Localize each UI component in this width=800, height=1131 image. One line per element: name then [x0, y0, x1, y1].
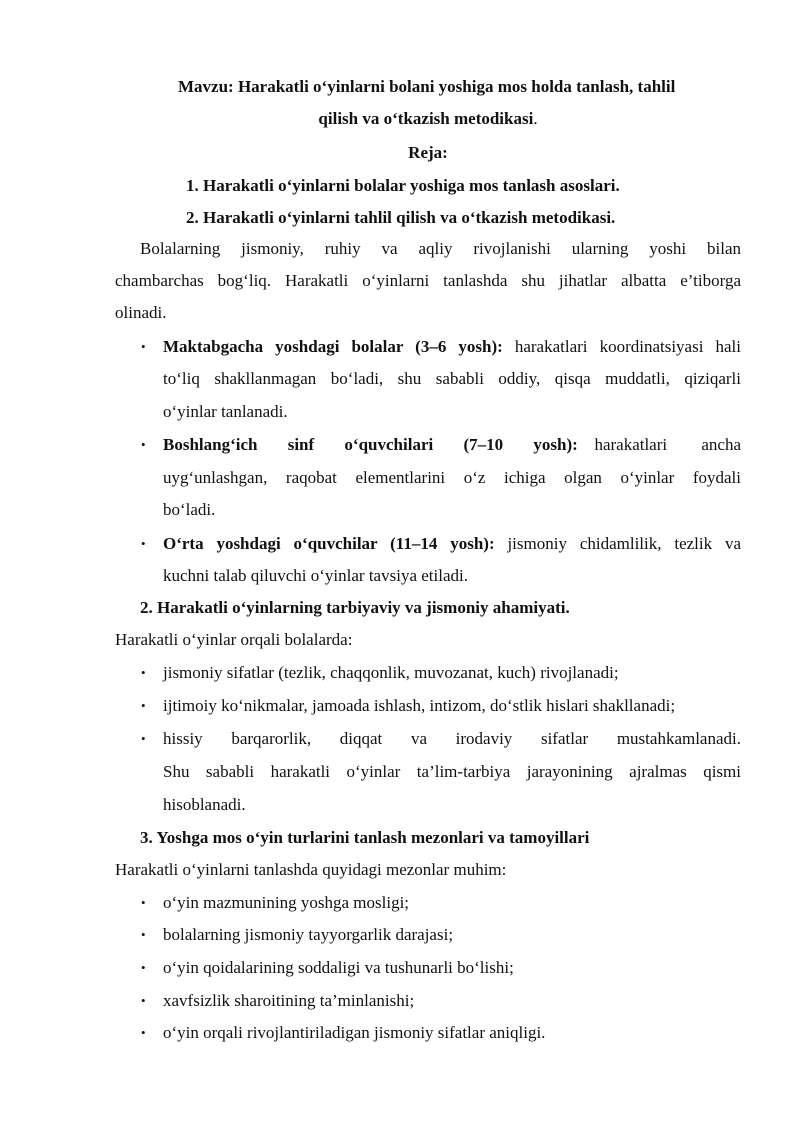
bullet-icon: • — [141, 665, 146, 680]
section-2-item-3-line-1: hissiy barqarorlik, diqqat va irodaviy sifatlar mustahkamlanadi. — [163, 729, 741, 748]
section-2-intro: Harakatli o‘yinlar orqali bolalarda: — [115, 630, 353, 649]
plan-heading: Reja: — [408, 143, 448, 162]
age-group-1-text: harakatlari koordinatsiyasi hali — [502, 337, 741, 356]
age-group-2-text: harakatlari ancha — [594, 435, 741, 454]
intro-line-2: chambarchas bog‘liq. Harakatli o‘yinlarni tanlashda shu jihatlar albatta e’tiborga — [115, 271, 741, 290]
section-3-heading: 3. Yoshga mos o‘yin turlarini tanlash mezonlari va tamoyillari — [140, 828, 590, 847]
intro-line-3: olinadi. — [115, 303, 167, 322]
plan-item-1: 1. Harakatli o‘yinlarni bolalar yoshiga mos tanlash asoslari. — [186, 176, 620, 195]
age-group-3-line-1 — [163, 533, 741, 555]
section-3-item-2: bolalarning jismoniy tayyorgarlik darajasi; — [163, 925, 454, 944]
bullet-icon: • — [141, 731, 146, 746]
age-group-1-line-2: to‘liq shakllanmagan bo‘ladi, shu sababli oddiy, qisqa muddatli, qiziqarli — [163, 369, 741, 388]
bullet-icon: • — [141, 339, 146, 354]
intro-line-1: Bolalarning jismoniy, ruhiy va aqliy rivojlanishi ularning yoshi bilan — [140, 239, 741, 258]
section-2-item-3-line-3: hisoblanadi. — [163, 795, 246, 814]
section-3-item-4: xavfsizlik sharoitining ta’minlanishi; — [163, 991, 415, 1010]
age-group-1-line-1 — [163, 336, 741, 358]
bullet-icon: • — [141, 927, 146, 942]
section-2-item-3-line-2: Shu sababli harakatli o‘yinlar ta’lim-tarbiya jarayonining ajralmas qismi — [163, 762, 741, 781]
title-line-2-end: . — [533, 109, 538, 128]
section-2-item-1: jismoniy sifatlar (tezlik, chaqqonlik, muvozanat, kuch) rivojlanadi; — [163, 663, 619, 682]
title-line-2-text: qilish va o‘tkazish metodikasi — [318, 109, 534, 128]
section-3-item-1: o‘yin mazmunining yoshga mosligi; — [163, 893, 410, 912]
bullet-icon: • — [141, 960, 146, 975]
section-3-item-5: o‘yin orqali rivojlantiriladigan jismoniy sifatlar aniqligi. — [163, 1023, 546, 1042]
title-line-2 — [115, 108, 741, 130]
title-line-1: Mavzu: Harakatli o‘yinlarni bolani yoshiga mos holda tanlash, tahlil — [178, 77, 676, 96]
section-3-intro: Harakatli o‘yinlarni tanlashda quyidagi mezonlar muhim: — [115, 860, 507, 879]
age-group-1-line-3: o‘yinlar tanlanadi. — [163, 402, 288, 421]
bullet-icon: • — [141, 437, 146, 452]
bullet-icon: • — [141, 895, 146, 910]
age-group-2-line-3: bo‘ladi. — [163, 500, 216, 519]
age-group-1-label: Maktabgacha yoshdagi bolalar (3–6 yosh): — [163, 337, 503, 356]
age-group-3-text: jismoniy chidamlilik, tezlik va — [494, 534, 741, 553]
section-2-item-2: ijtimoiy ko‘nikmalar, jamoada ishlash, intizom, do‘stlik hislari shakllanadi; — [163, 696, 676, 715]
age-group-3-label: O‘rta yoshdagi o‘quvchilar (11–14 yosh): — [163, 534, 495, 553]
age-group-2-label: Boshlang‘ich sinf o‘quvchilari (7–10 yosh): — [163, 435, 578, 454]
age-group-3-line-2: kuchni talab qiluvchi o‘yinlar tavsiya etiladi. — [163, 566, 468, 585]
bullet-icon: • — [141, 536, 146, 551]
section-3-item-3: o‘yin qoidalarining soddaligi va tushunarli bo‘lishi; — [163, 958, 514, 977]
bullet-icon: • — [141, 698, 146, 713]
section-2-heading: 2. Harakatli o‘yinlarning tarbiyaviy va jismoniy ahamiyati. — [140, 598, 570, 617]
bullet-icon: • — [141, 993, 146, 1008]
plan-item-2: 2. Harakatli o‘yinlarni tahlil qilish va o‘tkazish metodikasi. — [186, 208, 616, 227]
bullet-icon: • — [141, 1025, 146, 1040]
age-group-2-line-2: uyg‘unlashgan, raqobat elementlarini o‘z ichiga olgan o‘yinlar foydali — [163, 468, 741, 487]
